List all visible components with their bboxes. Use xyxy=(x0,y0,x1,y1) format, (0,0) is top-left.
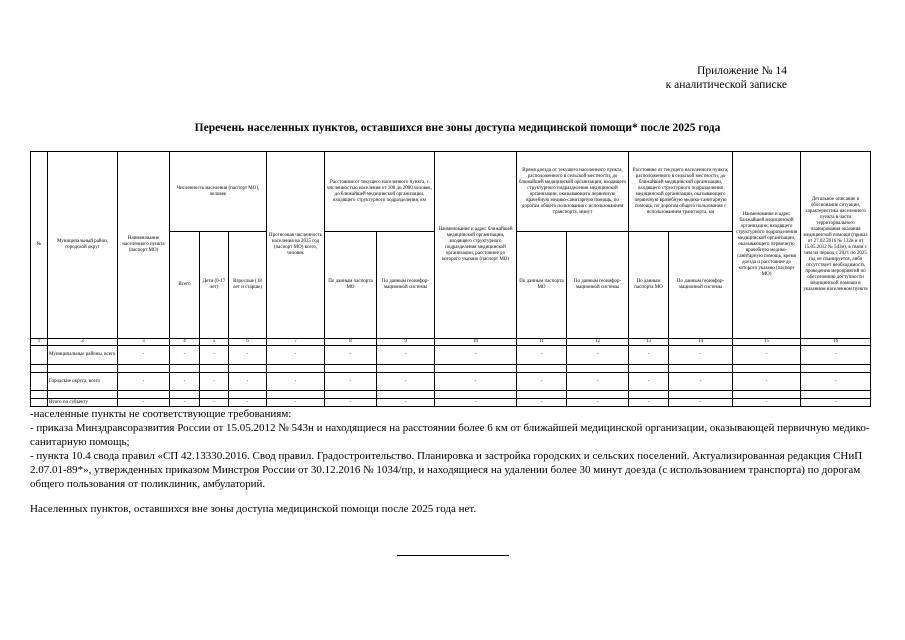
header-forecast: Прогнозная численность населения на 2025 год (паспорт МО) всего, человек xyxy=(267,152,325,339)
column-numbers-row xyxy=(31,339,871,346)
table-cell: - xyxy=(517,373,567,391)
header-distance-structural: Расстояние от текущего населенного пункта, с численностью населения от 100 до 2000 человек, до ближайшей медицинской организации, входящего структурного подразделения, км xyxy=(325,152,435,232)
table-cell: - xyxy=(629,373,669,391)
col-number: 9 xyxy=(377,339,435,346)
table-cell: - xyxy=(669,346,733,365)
document-title: Перечень населенных пунктов, оставшихся вне зоны доступа медицинской помощи* после 2025 года xyxy=(194,122,721,134)
footnote-sp-42: - пункта 10.4 свода правил «СП 42.13330.2016. Свод правил. Градостроительство. Планировка и застройка городских и сельских поселений. Актуализированная редакция СНиП 2.07.01-89*», утвержденных приказом Минстроя России от 30.12.2016 № 1034/пр, и находящиеся на удалении более 30 минут доезда (с использованием транспорта) по дорогам общего пользования от поликлиник, амбулаторий. xyxy=(30,450,863,490)
header-pop-total: Всего xyxy=(170,232,200,339)
table-cell: - xyxy=(377,399,435,407)
header-settlement: Наименование населенного пункта (паспорт МО) xyxy=(118,152,170,339)
table-cell: - xyxy=(170,399,200,407)
table-cell: - xyxy=(170,373,200,391)
col-number: 11 xyxy=(517,339,567,346)
table-cell: - xyxy=(377,346,435,365)
row-label: Итого по субъекту xyxy=(48,399,118,407)
header-population: Численность населения (паспорт МО), человек xyxy=(170,152,267,232)
table-cell: - xyxy=(567,373,629,391)
table-row-empty xyxy=(31,365,871,373)
header-by-passport-mo: По данным паспорта МО xyxy=(517,232,567,339)
footnote-intro: -населенные пункты не соответствующие требованиям: xyxy=(30,408,292,420)
col-number: 13 xyxy=(629,339,669,346)
table-cell: - xyxy=(325,373,377,391)
table-cell: - xyxy=(435,399,517,407)
col-number: 2 xyxy=(48,339,118,346)
col-number: 15 xyxy=(733,339,801,346)
table-row-empty xyxy=(31,391,871,399)
table-cell: - xyxy=(325,399,377,407)
row-label: Городские округа, всего xyxy=(48,373,118,391)
table-cell: - xyxy=(733,373,801,391)
table-row-total xyxy=(31,399,871,407)
table-cell: - xyxy=(267,399,325,407)
table-cell: - xyxy=(801,346,871,365)
col-number: 5 xyxy=(200,339,229,346)
table-cell: - xyxy=(567,399,629,407)
header-distance-primary: Расстояние от текущего населенного пункта, расположенного в сельской местности, до ближайшей медицинской организации, входящего структурного подразделения медицинской организации, оказывающего первичную врачебную медико-санитарную помощь, по дорогам общего пользования с использованием транспорта, км xyxy=(629,152,733,232)
footnote-order-543n: - приказа Минздравсоразвития России от 15.05.2012 № 543н и находящиеся на расстоянии более 6 км от ближайшей медицинской организации, оказывающей первичную медико-санитарную помощь; xyxy=(30,422,870,448)
col-number: 10 xyxy=(435,339,517,346)
appendix-number: Приложение № 14 xyxy=(697,65,787,77)
col-number: 8 xyxy=(325,339,377,346)
header-num: № xyxy=(31,152,48,339)
signature-line xyxy=(397,555,509,556)
col-number: 7 xyxy=(267,339,325,346)
settlements-table xyxy=(30,151,871,407)
table-cell: - xyxy=(629,399,669,407)
table-cell: - xyxy=(733,399,801,407)
table-cell: - xyxy=(200,373,229,391)
row-label: Муниципальные районы, всего xyxy=(48,346,118,365)
table-cell: - xyxy=(377,373,435,391)
header-by-passport: По данным паспорта МО xyxy=(325,232,377,339)
table-cell: - xyxy=(669,399,733,407)
table-cell: - xyxy=(229,373,267,391)
table-cell: - xyxy=(517,399,567,407)
col-number: 4 xyxy=(170,339,200,346)
table-cell: - xyxy=(567,346,629,365)
table-cell: - xyxy=(170,346,200,365)
header-pop-children: Дети (0-17 лет) xyxy=(200,232,229,339)
table-cell: - xyxy=(801,373,871,391)
appendix-reference: к аналитической записке xyxy=(665,79,787,91)
table-cell: - xyxy=(267,373,325,391)
table-cell: - xyxy=(629,346,669,365)
table-cell: - xyxy=(200,346,229,365)
table-cell: - xyxy=(229,399,267,407)
header-by-gis-system-2: По данным геоинфор-мационной системы xyxy=(669,232,733,339)
col-number: 6 xyxy=(229,339,267,346)
table-cell: - xyxy=(118,346,170,365)
table-cell: - xyxy=(733,346,801,365)
footnotes xyxy=(30,407,870,491)
col-number: 16 xyxy=(801,339,871,346)
table-cell: - xyxy=(669,373,733,391)
table-cell: - xyxy=(325,346,377,365)
table-cell: - xyxy=(267,346,325,365)
header-pop-adults: Взрослые (18 лет и старше) xyxy=(229,232,267,339)
header-travel-time: Время доезда от текущего населенного пункта, расположенного в сельской местности, до ближайшей медицинской организации, входящего структурного подразделения медицинской организации, оказывающего первичную врачебную медико-санитарную помощь, по дорогам общего пользования с использованием транспорта, минут xyxy=(517,152,629,232)
header-municipality: Муниципальный район, городской округ xyxy=(48,152,118,339)
table-cell: - xyxy=(229,346,267,365)
table-row-urban-districts xyxy=(31,373,871,391)
table-cell: - xyxy=(435,373,517,391)
col-number: 12 xyxy=(567,339,629,346)
table-cell: - xyxy=(118,399,170,407)
table-cell: - xyxy=(118,373,170,391)
header-by-gis-system: По данным геоинфор-мационной системы xyxy=(567,232,629,339)
col-number: 14 xyxy=(669,339,733,346)
table-cell: - xyxy=(517,346,567,365)
header-primary-name-address: Наименование и адрес ближайшей медицинской организации, входящего структурного подразделения медицинской организации, оказывающего первичную врачебную медико-санитарную помощь, время доезда и расстояние до которого указано (паспорт МО) xyxy=(733,152,801,339)
table-cell: - xyxy=(801,399,871,407)
header-name-address: Наименование и адрес ближайшей медицинской организации, входящего структурного подразделения медицинской организации, расстояние до которого указано (паспорт МО) xyxy=(435,152,517,339)
table-cell: - xyxy=(435,346,517,365)
col-number: 1 xyxy=(31,339,48,346)
header-by-gis: По данным геоинфор-мационной системы xyxy=(377,232,435,339)
header-detail-description: Детальное описание и обоснование ситуации, характеристика населенного пункта в части территориального планирования оказания медицинской помощи (приказ от 27.02.2016 № 132н и от 15.05.2012 № 543н), в связи с чем на период с 2021 по 2025 год не планируется, либо отсутствует необходимость проведения мероприятий по обеспечению доступности медицинской помощи в указанном населенном пункте xyxy=(801,152,871,339)
appendix-header xyxy=(666,64,787,92)
final-statement: Населенных пунктов, оставшихся вне зоны доступа медицинской помощи после 2025 года нет. xyxy=(30,503,477,515)
col-number: 3 xyxy=(118,339,170,346)
table-cell: - xyxy=(200,399,229,407)
table-row-municipal-districts xyxy=(31,346,871,365)
header-by-passport-mo-2: По данным паспорта МО xyxy=(629,232,669,339)
